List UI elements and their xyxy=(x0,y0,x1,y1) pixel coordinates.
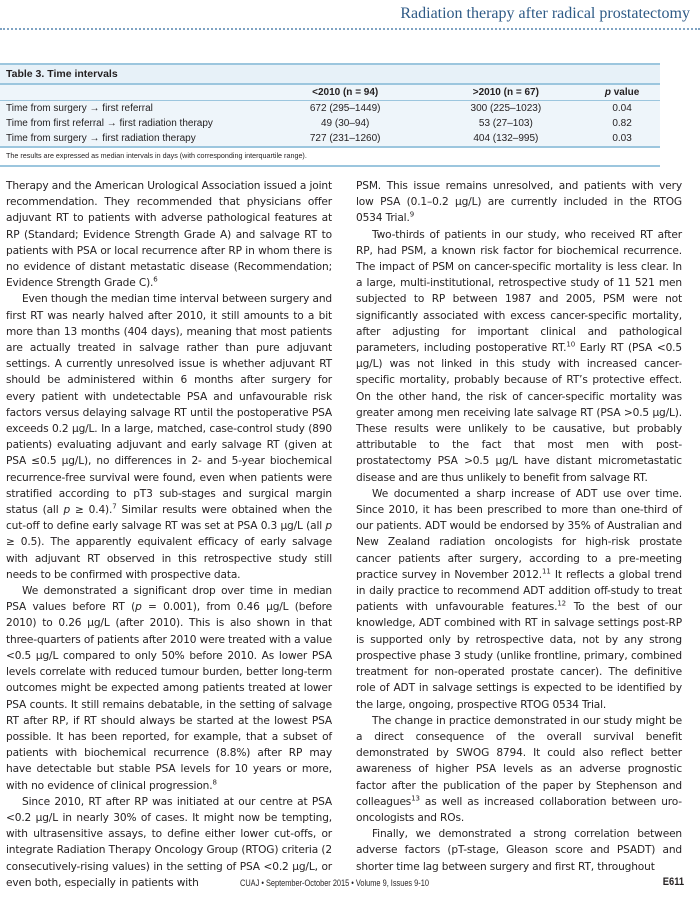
row-before-2010: 49 (30–94) xyxy=(321,118,370,129)
citation-ref: 7 xyxy=(112,502,117,511)
citation-ref: 10 xyxy=(566,340,576,349)
header-before-2010: <2010 (n = 94) xyxy=(263,85,428,101)
citation-ref: 9 xyxy=(409,210,415,219)
header-after-2010: >2010 (n = 67) xyxy=(428,85,585,101)
paragraph: Finally, we demonstrated a strong correlation between adverse factors (pT-stage, Gleason score and PSADT) and shorter time lag between surgery and first RT, throughout xyxy=(356,828,682,873)
table-row xyxy=(0,131,660,147)
paragraph: Two-thirds of patients in our study, who received RT after RP, had PSM, a known risk factor for biochemical recurrence. The impact of PSM on cancer-specific mortality is less clear. In a large, multi-institutional, retrospective study of 11 521 men subjected to RP between 1987 and 2005, PSM were not significantly associated with excess cancer-specific mortality, after adjusting for important clinical and pathological parameters, including postoperative RT.$^{10}$ Early RT (PSA <0.5 µg/L) was not linked in this study with increased cancer-specific mortality, probably because of RT’s protective effect. On the other hand, the risk of cancer-specific mortality was greater among men receiving late salvage RT (PSA >0.5 µg/L). These results were unlikely to be causative, but probably attributable to the fact that most men with post-prostatectomy PSA >0.5 µg/L have distant micrometastatic disease and are thus unlikely to benefit from salvage RT. xyxy=(356,228,682,484)
row-label: Time from surgery → first radiation therapy xyxy=(0,131,263,147)
citation-ref: 12 xyxy=(557,599,566,608)
header-dotted-rule xyxy=(0,28,700,30)
row-label: Time from first referral → first radiation therapy xyxy=(6,118,213,129)
paragraph: We demonstrated a significant drop over time in median PSA values before RT (p = 0.001), from 0.46 µg/L (before 2010) to 0.26 µg/L (after 2010). This is also shown in that three-quarters of patients after 2010 were treated with a value <0.5 µg/L compared to only 50% before 2010. As lower PSA levels correlate with reduced tumour burden, better long-term outcomes might be expected among patients treated at lower PSA counts. It still remains debatable, in the setting of salvage RT after RP, if RT should always be started at the lowest PSA possible. It has been reported, for example, that a subset of patients with biochemical recurrence (8.8%) after RP may have detectable but stable PSA levels for 10 years or more, with no evidence of clinical progression.$^8$ xyxy=(6,585,332,792)
row-p-value: 0.82 xyxy=(612,118,632,129)
time-intervals-table xyxy=(0,85,660,148)
row-before-2010: 672 (295–1449) xyxy=(309,103,381,114)
header-label xyxy=(0,85,263,101)
row-p-value: 0.04 xyxy=(612,103,632,114)
paragraph: The change in practice demonstrated in our study might be a direct consequence of the overall survival benefit demonstrated by SWOG 8794. It could also reflect better awareness of higher PSA levels as an adverse prognostic factor after the publication of the paper by Stephenson and colleagues$^{13}$ as well as increased collaboration between uro-oncologists and ROs. xyxy=(356,714,682,824)
header-p-value: p value xyxy=(584,85,660,101)
citation-ref: 6 xyxy=(153,275,158,284)
row-after-2010: 53 (27–103) xyxy=(478,118,533,129)
citation-ref: 13 xyxy=(411,794,420,803)
table-header-row xyxy=(0,85,660,101)
table-title: Table 3. Time intervals xyxy=(0,63,660,85)
row-p-value: 0.03 xyxy=(584,131,660,147)
paragraph: We documented a sharp increase of ADT use over time. Since 2010, it has been prescribed to more than one-third of our patients. ADT would be endorsed by 35% of Australian and New Zealand radiation oncologists for high-risk prostate cancer patients after surgery, according to a pre-meeting practice survey in November 2012.11 It reflects a global trend in daily practice to recommend ADT addition off-study to treat patients with unfavourable features.$^{12}$ To the best of our knowledge, ADT combined with RT in salvage settings post-RP is supported only by retrospective data, not by any strong prospective phase 3 study (unlike frontline, primary, combined treatment for non-operated prostate cancer). The definitive role of ADT in salvage settings is expected to be identified by the large, ongoing, prospective RTOG 0534 Trial. xyxy=(356,487,682,711)
table-row xyxy=(0,101,660,117)
table-3 xyxy=(0,63,660,167)
paragraph: PSM. This issue remains unresolved, and patients with very low PSA (0.1–0.2 µg/L) are currently included in the RTOG 0534 Trial.$^9$ xyxy=(356,180,682,225)
citation-ref: 8 xyxy=(212,777,217,786)
citation-ref: 11 xyxy=(542,567,551,576)
page-footer xyxy=(0,875,700,895)
right-column xyxy=(356,178,682,875)
paragraph: Even though the median time interval between surgery and first RT was nearly halved after 2010, it still amounts to a bit more than 13 months (404 days), meaning that most patients are actually treated in salvage rather than pure adjuvant settings. A currently unresolved issue is whether adjuvant RT should be administered within 6 months after surgery for every patient with undetectable PSA and unfavourable risk factors versus delaying salvage RT until the postoperative PSA exceeds 0.2 µg/L. In a large, matched, case-control study (890 patients) evaluating adjuvant and early salvage RT (given at PSA ≤0.5 µg/L), no differences in 2- and 5-year biochemical recurrence-free survival were found, even when patients were stratified according to pT3 sub-stages and surgical margin status (all p ≥ 0.4).$^7$ Similar results were obtained when the cut-off to define early salvage RT was set at PSA 0.3 µg/L (all p ≥ 0.5). The apparently equivalent efficacy of early salvage with adjuvant RT observed in this retrospective study still needs to be confirmed with prospective data. xyxy=(6,293,333,581)
row-after-2010: 404 (132–995) xyxy=(428,131,585,147)
row-label: Time from surgery → first referral xyxy=(6,103,153,114)
row-after-2010: 300 (225–1023) xyxy=(470,103,542,114)
journal-citation: CUAJ • September-October 2015 • Volume 9, Issues 9-10 xyxy=(240,878,429,888)
table-row xyxy=(0,116,660,131)
row-before-2010: 727 (231–1260) xyxy=(263,131,428,147)
page-number: E611 xyxy=(662,876,684,888)
running-head-title: Radiation therapy after radical prostatectomy xyxy=(400,5,690,22)
left-column xyxy=(6,178,332,891)
table-footnote: The results are expressed as median intervals in days (with corresponding interquartile range). xyxy=(0,148,660,167)
running-head xyxy=(0,0,700,28)
paragraph: Since 2010, RT after RP was initiated at our centre at PSA <0.2 µg/L in nearly 30% of cases. It might now be tempting, with ultrasensitive assays, to define either lower cut-offs, or integrate Radiation Therapy Oncology Group (RTOG) criteria (2 consecutively-rising values) in the setting of PSA <0.2 µg/L, or even both, especially in patients with xyxy=(6,795,332,889)
paragraph: Therapy and the American Urological Association issued a joint recommendation. They recommended that physicians offer adjuvant RT to patients with adverse pathological features at RP (Standard; Evidence Strength Grade A) and salvage RT to patients with PSA or local recurrence after RP in whom there is no evidence of distant metastatic disease (Recommendation; Evidence Strength Grade C).$^6$ xyxy=(6,180,332,290)
